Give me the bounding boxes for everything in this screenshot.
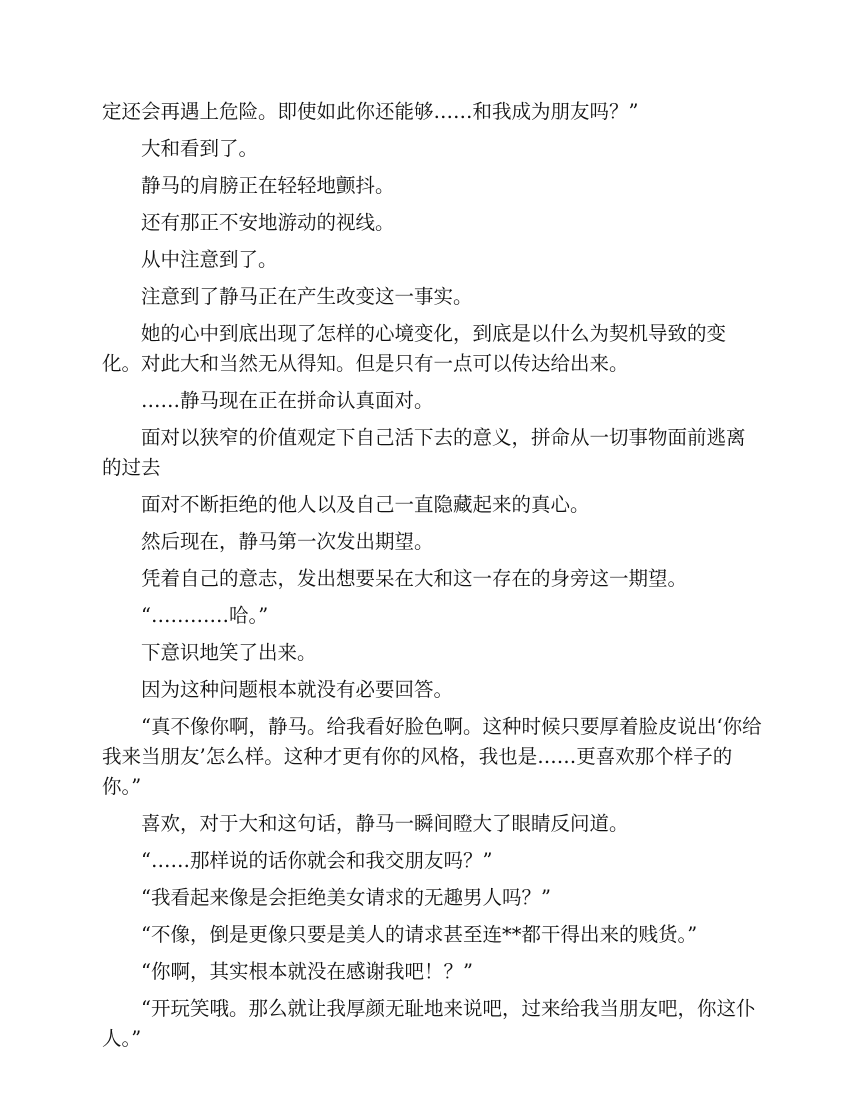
paragraph: 她的心中到底出现了怎样的心境变化，到底是以什么为契机导致的变化。对此大和当然无从得知。但是只有一点可以传达给出来。	[102, 322, 727, 375]
paragraph: “我看起来像是会拒绝美女请求的无趣男人吗？”	[141, 886, 551, 909]
paragraph: 定还会再遇上危险。即使如此你还能够……和我成为朋友吗？”	[102, 100, 639, 123]
paragraph: “你啊，其实根本就没在感谢我吧！？”	[141, 960, 473, 983]
paragraph: “真不像你啊，静马。给我看好脸色啊。这种时候只要厚着脸皮说出‘你给我来当朋友’怎么样。这种才更有你的风格，我也是……更喜欢那个样子的你。”	[102, 715, 762, 798]
paragraph: 面对不断拒绝的他人以及自己一直隐藏起来的真心。	[141, 493, 590, 516]
paragraph: “开玩笑哦。那么就让我厚颜无耻地来说吧，过来给我当朋友吧，你这仆人。”	[102, 997, 756, 1050]
paragraph: 凭着自己的意志，发出想要呆在大和这一存在的身旁这一期望。	[141, 567, 688, 590]
paragraph: 注意到了静马正在产生改变这一事实。	[141, 285, 473, 308]
paragraph: “…………哈。”	[141, 604, 269, 627]
paragraph: “……那样说的话你就会和我交朋友吗？”	[141, 849, 493, 872]
paragraph: 大和看到了。	[141, 137, 259, 160]
paragraph: ……静马现在正在拼命认真面对。	[141, 389, 434, 412]
paragraph: 还有那正不安地游动的视线。	[141, 211, 395, 234]
paragraph: 面对以狭窄的价值观定下自己活下去的意义，拼命从一切事物面前逃离的过去	[102, 426, 746, 479]
document-page	[102, 97, 762, 1061]
paragraph: 然后现在，静马第一次发出期望。	[141, 530, 434, 553]
paragraph: “不像，倒是更像只要是美人的请求甚至连**都干得出来的贱货。”	[141, 923, 698, 946]
paragraph: 喜欢，对于大和这句话，静马一瞬间瞪大了眼睛反问道。	[141, 812, 629, 835]
paragraph: 从中注意到了。	[141, 248, 278, 271]
paragraph: 下意识地笑了出来。	[141, 641, 317, 664]
paragraph: 静马的肩膀正在轻轻地颤抖。	[141, 174, 395, 197]
paragraph: 因为这种问题根本就没有必要回答。	[141, 678, 454, 701]
